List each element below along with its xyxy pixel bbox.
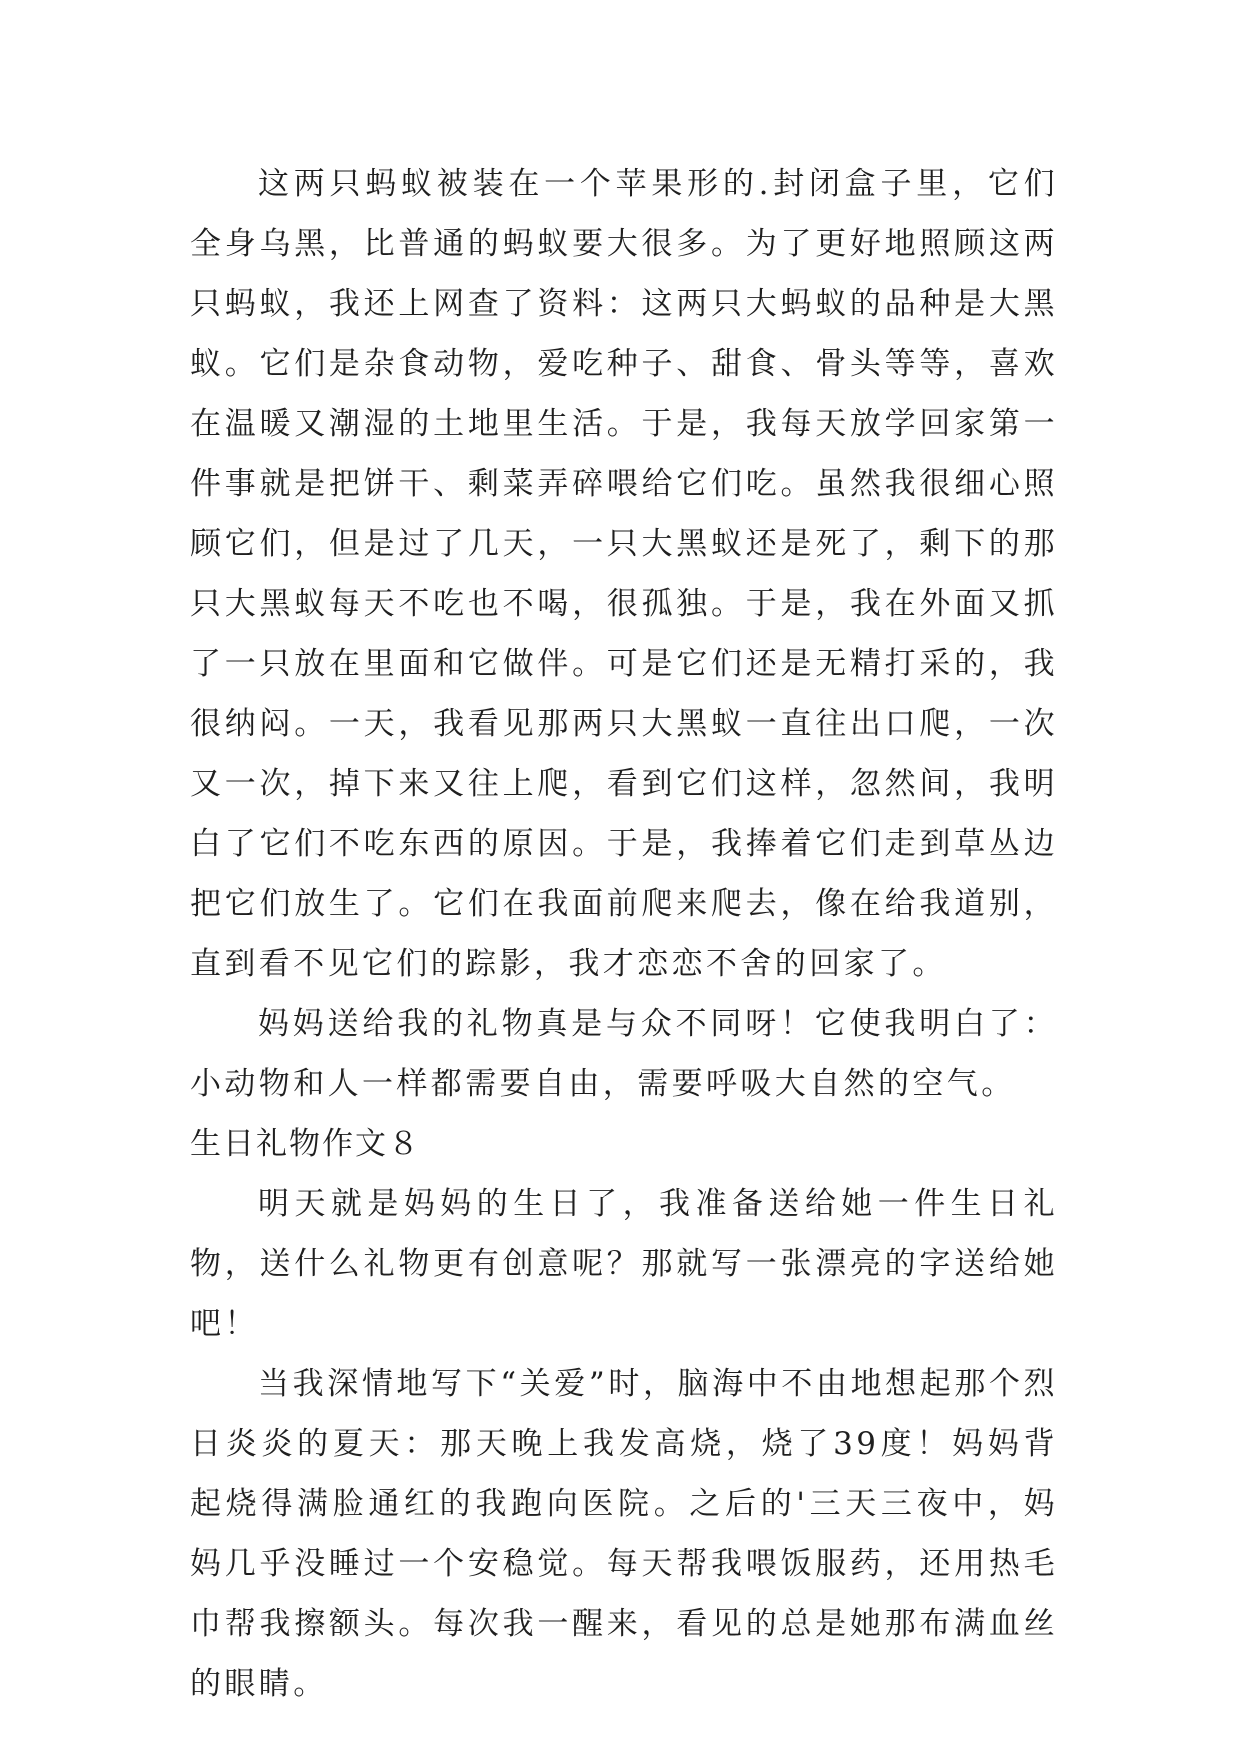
- paragraph-ants: 这两只蚂蚁被装在一个苹果形的.封闭盒子里，它们全身乌黑，比普通的蚂蚁要大很多。为了更好地照顾这两只蚂蚁，我还上网查了资料：这两只大蚂蚁的品种是大黑蚁。它们是杂食动物，爱吃种子、甜食、骨头等等，喜欢在温暖又潮湿的土地里生活。于是，我每天放学回家第一件事就是把饼干、剩菜弄碎喂给它们吃。虽然我很细心照顾它们，但是过了几天，一只大黑蚁还是死了，剩下的那只大黑蚁每天不吃也不喝，很孤独。于是，我在外面又抓了一只放在里面和它做伴。可是它们还是无精打采的，我很纳闷。一天，我看见那两只大黑蚁一直往出口爬，一次又一次，掉下来又往上爬，看到它们这样，忽然间，我明白了它们不吃东西的原因。于是，我捧着它们走到草丛边把它们放生了。它们在我面前爬来爬去，像在给我道别，直到看不见它们的踪影，我才恋恋不舍的回家了。: [190, 166, 1058, 982]
- document-body: [190, 154, 1058, 1714]
- section-heading: 生日礼物作文８: [190, 1126, 421, 1162]
- paragraph-memory: 当我深情地写下“关爱”时，脑海中不由地想起那个烈日炎炎的夏天：那天晚上我发高烧，烧了39度！妈妈背起烧得满脸通红的我跑向医院。之后的'三天三夜中，妈妈几乎没睡过一个安稳觉。每天帮我喂饭服药，还用热毛巾帮我擦额头。每次我一醒来，看见的总是她那布满血丝的眼睛。: [190, 1366, 1058, 1702]
- paragraph-birthday-plan: 明天就是妈妈的生日了，我准备送给她一件生日礼物，送什么礼物更有创意呢？那就写一张漂亮的字送给她吧！: [190, 1186, 1058, 1342]
- paragraph-gift-lesson: 妈妈送给我的礼物真是与众不同呀！它使我明白了：小动物和人一样都需要自由，需要呼吸大自然的空气。: [190, 1006, 1058, 1102]
